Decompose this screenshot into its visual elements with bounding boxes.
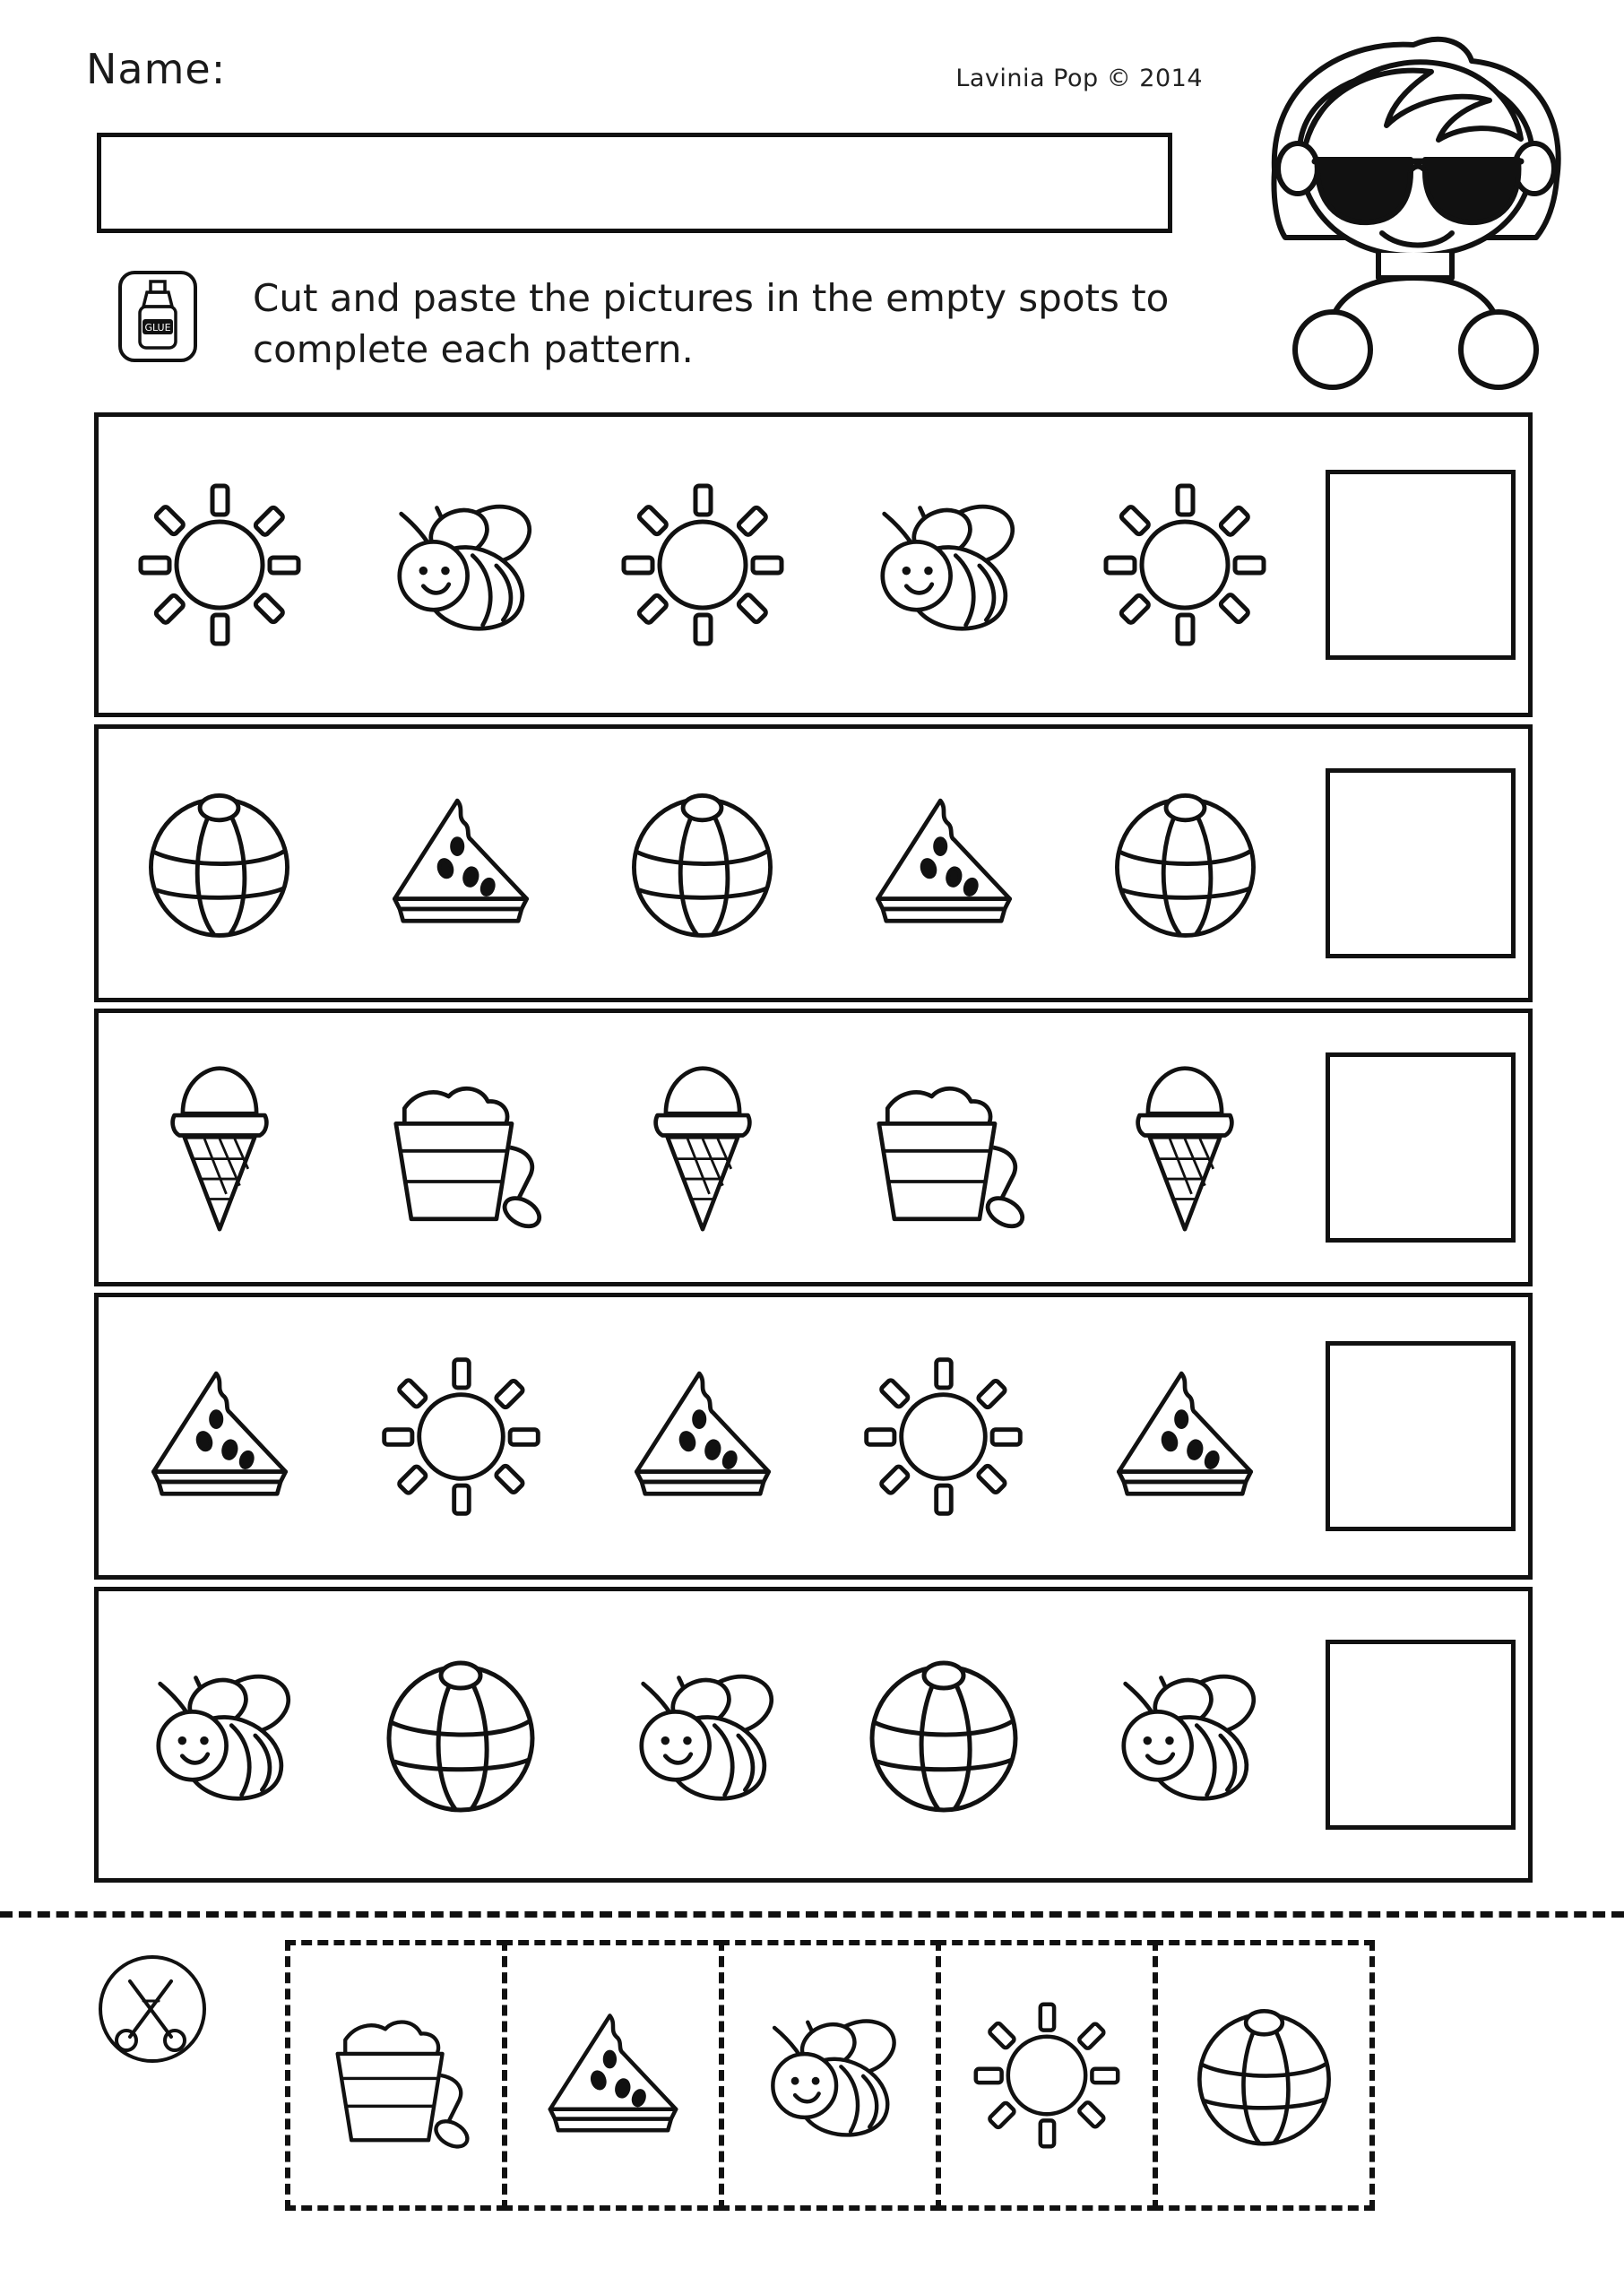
copyright-credit: Lavinia Pop © 2014 (955, 65, 1203, 92)
answer-box-row-3[interactable] (1326, 1052, 1516, 1243)
pattern-row-3 (94, 1009, 1533, 1286)
cutout-strip (285, 1940, 1375, 2211)
glue-bottle-icon (115, 267, 201, 366)
pattern-item-sun-icon (99, 417, 340, 713)
cutout-bee-icon[interactable] (719, 1940, 941, 2211)
pattern-item-beach-ball-icon (823, 1591, 1064, 1878)
pattern-item-watermelon-icon (582, 1297, 823, 1575)
name-input-box[interactable] (97, 133, 1172, 233)
instructions-text: Cut and paste the pictures in the empty spots to complete each pattern. (253, 276, 1170, 371)
boy-with-sunglasses-illustration (1221, 18, 1597, 430)
answer-box-row-5[interactable] (1326, 1640, 1516, 1830)
pattern-row-1 (94, 412, 1533, 717)
pattern-row-5 (94, 1587, 1533, 1883)
pattern-row-1-items (99, 417, 1306, 713)
pattern-item-sun-icon (823, 1297, 1064, 1575)
scissors-icon (94, 1951, 211, 2067)
pattern-row-4-items (99, 1297, 1306, 1575)
pattern-item-ice-cream-icon (1065, 1013, 1306, 1282)
pattern-item-sun-icon (1065, 417, 1306, 713)
pattern-item-beach-ball-icon (582, 729, 823, 998)
pattern-item-beach-ball-icon (1065, 729, 1306, 998)
pattern-row-2 (94, 724, 1533, 1002)
pattern-row-3-items (99, 1013, 1306, 1282)
svg-text:GLUE: GLUE (144, 322, 171, 333)
pattern-item-watermelon-icon (99, 1297, 340, 1575)
pattern-row-4 (94, 1293, 1533, 1580)
pattern-item-watermelon-icon (340, 729, 581, 998)
dashed-cut-line (0, 1911, 1624, 1918)
pattern-item-bee-icon (1065, 1591, 1306, 1878)
answer-box-row-2[interactable] (1326, 768, 1516, 958)
pattern-item-sand-bucket-icon (823, 1013, 1064, 1282)
pattern-item-beach-ball-icon (99, 729, 340, 998)
pattern-item-sand-bucket-icon (340, 1013, 581, 1282)
cutout-watermelon-icon[interactable] (502, 1940, 724, 2211)
pattern-item-beach-ball-icon (340, 1591, 581, 1878)
name-label: Name: (86, 45, 227, 93)
pattern-item-bee-icon (823, 417, 1064, 713)
pattern-item-sun-icon (582, 417, 823, 713)
pattern-row-5-items (99, 1591, 1306, 1878)
pattern-item-bee-icon (340, 417, 581, 713)
pattern-item-ice-cream-icon (582, 1013, 823, 1282)
pattern-item-watermelon-icon (823, 729, 1064, 998)
pattern-item-ice-cream-icon (99, 1013, 340, 1282)
pattern-item-watermelon-icon (1065, 1297, 1306, 1575)
pattern-item-bee-icon (99, 1591, 340, 1878)
pattern-row-2-items (99, 729, 1306, 998)
cutout-beach-ball-icon[interactable] (1153, 1940, 1375, 2211)
answer-box-row-4[interactable] (1326, 1341, 1516, 1531)
pattern-item-bee-icon (582, 1591, 823, 1878)
cutout-sand-bucket-icon[interactable] (285, 1940, 507, 2211)
cutout-sun-icon[interactable] (936, 1940, 1158, 2211)
answer-box-row-1[interactable] (1326, 470, 1516, 660)
pattern-item-sun-icon (340, 1297, 581, 1575)
